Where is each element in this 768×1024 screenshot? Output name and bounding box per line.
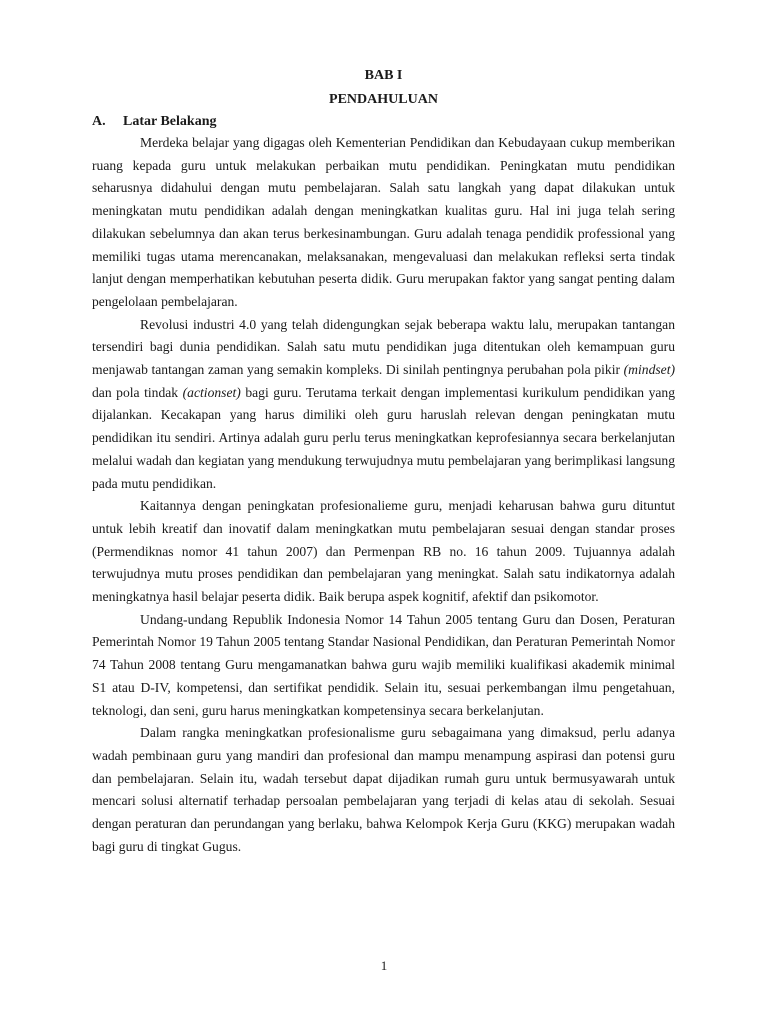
paragraph-4 — [92, 609, 675, 723]
paragraph-3 — [92, 495, 675, 609]
document-page — [92, 66, 675, 859]
paragraph-2 — [92, 314, 675, 496]
chapter-title: PENDAHULUAN — [329, 92, 438, 107]
body-text — [92, 132, 675, 859]
paragraph-5 — [92, 722, 675, 858]
paragraph-text: Undang-undang Republik Indonesia Nomor 14 Tahun 2005 tentang Guru dan Dosen, Peraturan Pemerintah Nomor 19 Tahun 2005 tentang Standar Nasional Pendidikan, dan Peraturan Pemerintah Nomor 74 Tahun 2008 tentang Guru mengamanatkan bahwa guru wajib memiliki kualifikasi akademik minimal S1 atau D-IV, kompetensi, dan sertifikat pendidik. Selain itu, sesuai perkembangan ilmu pengetahuan, teknologi, dan seni, guru harus meningkatkan kompetensinya secara berkelanjutan. — [92, 611, 675, 718]
section-title: Latar Belakang — [123, 114, 217, 129]
paragraph-text: Dalam rangka meningkatkan profesionalisme guru sebagaimana yang dimaksud, perlu adanya wadah pembinaan guru yang mandiri dan profesional dan mampu menampung aspirasi dan potensi guru dan pembelajaran. Selain itu, wadah tersebut dapat dijadikan rumah guru untuk bermusyawarah untuk mencari solusi alternatif terhadap persoalan pembelajaran yang terjadi di kelas atau di sekolah. Sesuai dengan peraturan dan perundangan yang berlaku, bahwa Kelompok Kerja Guru (KKG) merupakan wadah bagi guru di tingkat Gugus. — [92, 725, 675, 854]
paragraph-text: Merdeka belajar yang digagas oleh Kementerian Pendidikan dan Kebudayaan cukup memberikan ruang kepada guru untuk melakukan perbaikan mutu pendidikan. Peningkatan mutu pendidikan seharusnya didahului dengan mutu pembelajaran. Salah satu langkah yang dapat dilakukan untuk meningkatan mutu pendidikan adalah dengan meningkatkan kualitas guru. Hal ini juga telah sering dilakukan sebelumnya dan akan terus berkesinambungan. Guru adalah tenaga pendidik professional yang memiliki tugas utama merencanakan, melaksanakan, mengevaluasi dan melakukan refleksi serta tindak lanjut dengan memperhatikan kebutuhan peserta didik. Guru merupakan faktor yang sangat penting dalam pengelolaan pembelajaran. — [92, 135, 675, 309]
paragraph-text: bagi guru. Terutama terkait dengan implementasi kurikulum pendidikan yang dijalankan. Kecakapan yang harus dimiliki oleh guru haruslah relevan dengan peningkatan mutu pendidikan itu sendiri. Artinya adalah guru perlu terus meningkatkan keprofesiannya secara berkelanjutan melalui wadah dan kegiatan yang mendukung terwujudnya mutu pembelajaran yang berimplikasi langsung pada mutu pendidikan. — [92, 384, 675, 491]
paragraph-text: dan pola tindak — [92, 384, 183, 400]
paragraph-text: Revolusi industri 4.0 yang telah didengungkan sejak beberapa waktu lalu, merupakan tantangan tersendiri bagi dunia pendidikan. Salah satu mutu pendidikan juga ditentukan oleh kemampuan guru menjawab tantangan zaman yang semakin kompleks. Di sinilah pentingnya perubahan pola pikir — [92, 316, 675, 378]
paragraph-text: Kaitannya dengan peningkatan profesionalieme guru, menjadi keharusan bahwa guru dituntut untuk lebih kreatif dan inovatif dalam meningkatkan mutu pembelajaran sesuai dengan standar proses (Permendiknas nomor 41 tahun 2007) dan Permenpan RB no. 16 tahun 2009. Tujuannya adalah terwujudnya mutu proses pendidikan dan pembelajaran yang meningkat. Salah satu indikatornya adalah meningkatnya hasil belajar peserta didik. Baik berupa aspek kognitif, afektif dan psikomotor. — [92, 498, 675, 605]
paragraph-italic-term: (mindset) — [623, 362, 675, 378]
page-number: 1 — [380, 958, 388, 973]
paragraph-1 — [92, 132, 675, 314]
chapter-label: BAB I — [364, 68, 403, 83]
section-number: A. — [92, 114, 106, 129]
section-heading — [92, 112, 675, 132]
paragraph-italic-term: (actionset) — [182, 384, 241, 400]
